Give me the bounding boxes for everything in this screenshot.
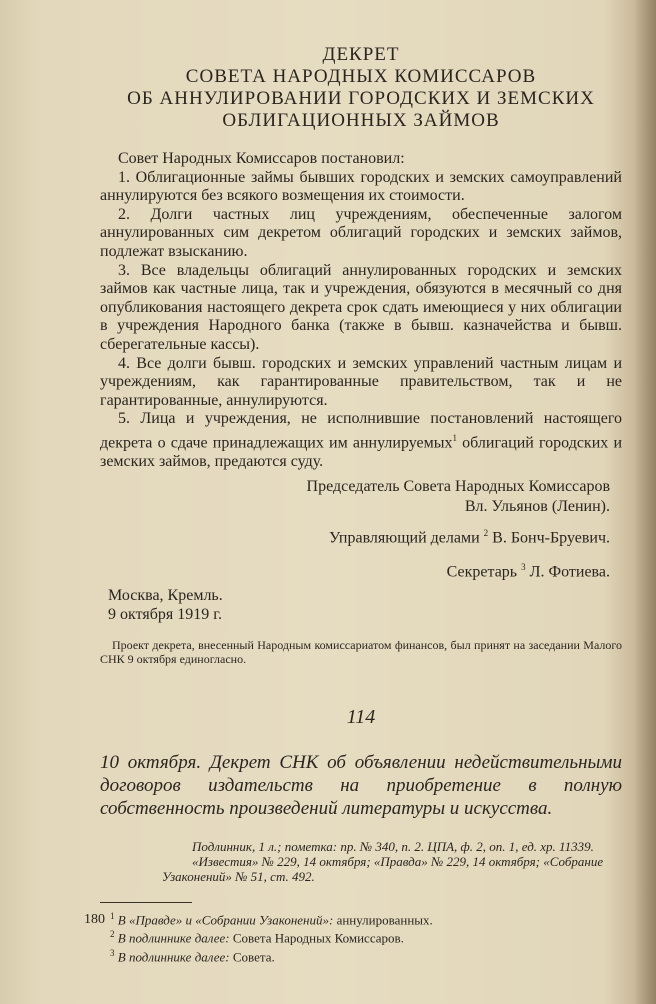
footnote-mark: 1 [110,911,115,922]
footnote-lead: В подлиннике далее: [117,949,230,965]
signatures [100,477,622,624]
footnote-divider [100,902,192,903]
secretary-signature [100,557,622,582]
footnote-2 [110,927,622,945]
footnotes [110,909,622,964]
editorial-note: Проект декрета, внесенный Народным комиссариатом финансов, был принят на заседании Малого СНК 9 октября единогласно. [100,638,622,667]
next-document-heading: 10 октября. Декрет СНК об объявлении недействительными договоров издательств на приобретение в полную собственность произведений литературы и искусства. [100,752,622,820]
secretary-name: Л. Фотиева. [525,563,610,581]
page-number: 180 [84,912,105,927]
decree-intro: Совет Народных Комиссаров постановил: [118,150,405,167]
footnote-lead: В «Правде» и «Собрании Узаконений»: [117,912,334,928]
source-publications: «Известия» № 229, 14 октября; «Правда» № 229, 14 октября; «Собрание Узаконений» № 51, ст. 492. [162,854,604,885]
title-line: СОВЕТА НАРОДНЫХ КОМИССАРОВ [185,66,537,87]
footnote-ref-3: 3 [521,561,526,572]
chairman-title: Председатель Совета Народных Комиссаров [306,478,610,496]
footnote-3 [110,946,622,964]
footnote-mark: 3 [110,947,115,958]
footnote-ref-2: 2 [483,528,489,539]
source-archive: Подлинник, 1 л.; пометка: пр. № 340, п. 2. ЦПА, ф. 2, оп. 1, ед. хр. 11339. [192,839,594,855]
decree-point-5 [100,410,622,471]
point-5-text-b: облигаций городских и земских займов, предаются суду. [100,434,623,470]
footnote-text: Совета. [229,949,275,965]
title-line: ОБЛИГАЦИОННЫХ ЗАЙМОВ [222,110,500,131]
place-date [108,586,622,624]
footnote-text: аннулированных. [333,912,433,928]
sources [162,839,622,884]
manager-name: В. Бонч-Бруевич. [488,529,610,547]
decree-point-4: 4. Все долги бывш. городских и земских управлений частным лицам и учреждениям, как гарантированные правительством, так и не гарантированные, аннулируются. [100,354,622,409]
footnote-mark: 2 [110,929,115,940]
decree-point-1: 1. Облигационные займы бывших городских и земских самоуправлений аннулируются без всякого возмещения их стоимости. [100,168,622,205]
title-line: ОБ АННУЛИРОВАНИИ ГОРОДСКИХ И ЗЕМСКИХ [127,88,595,109]
footnote-lead: В подлиннике далее: [117,930,230,946]
point-5-text-a: 5. Лица и учреждения, не исполнившие постановлений настоящего декрета о сдаче принадлежащих им аннулируемых [100,410,622,452]
footnote-text: Совета Народных Комиссаров. [229,930,404,946]
decree-point-2: 2. Долги частных лиц учреждениям, обеспеченные залогом аннулированных сим декретом облигаций городских и земских займов, подлежат взысканию. [100,205,622,260]
decree-body [100,150,622,471]
decree-point-3: 3. Все владельцы облигаций аннулированных городских и земских займов как частные лица, так и учреждения, обязуются в месячный со дня опубликования настоящего декрета срок сдать имеющиеся у них облигации в учреждения Народного банка (также в бывш. казначейства и бывш. сберегательные кассы). [100,261,622,353]
manager-title: Управляющий делами [328,529,480,547]
footnote-ref-1: 1 [452,432,457,443]
page-content [100,44,622,964]
title-line: ДЕКРЕТ [322,44,400,65]
decree-title [100,44,622,132]
date: 9 октября 1919 г. [108,606,222,624]
manager-signature [100,523,622,548]
secretary-title: Секретарь [446,563,518,581]
place: Москва, Кремль. [108,587,223,605]
page-spine-shadow [634,0,656,1004]
footnote-1 [110,909,622,927]
document-number: 114 [346,706,376,729]
chairman-name: Вл. Ульянов (Ленин). [464,498,610,516]
